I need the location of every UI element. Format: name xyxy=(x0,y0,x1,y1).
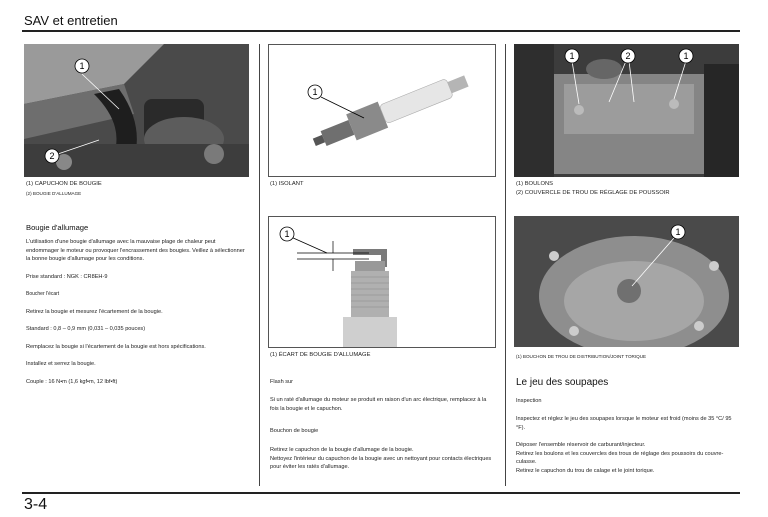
section-title: Le jeu des soupapes xyxy=(516,377,609,388)
callout-1 xyxy=(679,49,693,63)
paragraph: Retirez la bougie et mesurez l'écartement de la bougie. xyxy=(26,308,163,315)
paragraph: Inspectez et réglez le jeu des soupapes lorsque le moteur est froid (moins de 35 °C/ 95 °F). xyxy=(516,416,732,431)
svg-text:1: 1 xyxy=(312,87,318,97)
paragraph: L'utilisation d'une bougie d'allumage avec la mauvaise plage de chaleur peut endommager le moteur ou provoquer l'encrassement des bougies. Veillez à sélectionner la bonne bougie d'allumage pour les conditions. xyxy=(26,239,245,262)
sub-title: Inspection xyxy=(516,398,542,404)
svg-text:2: 2 xyxy=(49,151,55,161)
page-header-title: SAV et entretien xyxy=(24,13,118,28)
spark-plug-gap-figure xyxy=(268,216,496,348)
figure-caption: (1) BOULONS xyxy=(516,181,554,187)
paragraph: Retirez les boulons et les couvercles des trous de réglage des poussoirs du couvre-culasse. xyxy=(516,450,724,465)
callout-1 xyxy=(308,85,322,99)
figure-caption: (1) ÉCART DE BOUGIE D'ALLUMAGE xyxy=(270,352,371,358)
section-title: Flash sur xyxy=(270,379,294,385)
paragraph: Si un raté d'allumage du moteur se produit en raison d'un arc électrique, remplacez à la fois la bougie et le capuchon. xyxy=(270,397,487,412)
insulator-figure xyxy=(268,44,496,177)
page-number: 3-4 xyxy=(24,496,48,513)
figure-caption: (1) CAPUCHON DE BOUGIE xyxy=(26,181,102,187)
svg-text:1: 1 xyxy=(675,227,681,237)
paragraph: Installez et serrez la bougie. xyxy=(26,361,96,367)
paragraph: Standard : 0,8 – 0,9 mm (0,031 – 0,035 pouces) xyxy=(26,326,146,332)
paragraph: Retirez le capuchon de la bougie d'allumage de la bougie. xyxy=(270,447,414,453)
callout-1 xyxy=(671,225,685,239)
paragraph: Retirez le capuchon du trou de calage et le joint torique. xyxy=(516,467,655,474)
callout-2 xyxy=(45,149,59,163)
paragraph: Prise standard : NGK : CR8EH-9 xyxy=(26,273,108,280)
paragraph: Nettoyez l'intérieur du capuchon de la bougie avec un nettoyant pour contacts électriques pour éviter les ratés d'allumage. xyxy=(270,455,492,470)
timing-hole-cap-photo xyxy=(514,216,739,347)
callout-2 xyxy=(621,49,635,63)
figure-caption: (2) COUVERCLE DE TROU DE RÉGLAGE DE POUSSOIR xyxy=(516,190,670,196)
paragraph: Remplacez la bougie si l'écartement de la bougie est hors spécifications. xyxy=(26,343,206,350)
section-title: Bougie d'allumage xyxy=(26,223,89,232)
body-text xyxy=(270,446,496,472)
section-title: Bouchon de bougie xyxy=(270,428,319,434)
callout-1 xyxy=(565,49,579,63)
column-separator-1 xyxy=(259,44,260,486)
svg-text:1: 1 xyxy=(569,51,575,61)
header-rule xyxy=(22,30,740,32)
footer-rule xyxy=(22,492,740,494)
paragraph: Boucher l'écart xyxy=(26,291,60,297)
figure-caption: (2) BOUGIE D'ALLUMAGE xyxy=(26,191,82,196)
svg-text:1: 1 xyxy=(683,51,689,61)
spark-plug-cap-photo xyxy=(24,44,249,177)
paragraph: Déposer l'ensemble réservoir de carburant/injecteur. xyxy=(516,442,646,448)
callout-1 xyxy=(75,59,89,73)
body-text xyxy=(26,238,248,395)
svg-text:2: 2 xyxy=(625,51,631,61)
svg-text:1: 1 xyxy=(79,61,85,71)
figure-caption: (1) BOUCHON DE TROU DE DISTRIBUTION/JOINT TORIQUE xyxy=(516,354,647,359)
svg-text:1: 1 xyxy=(284,229,290,239)
body-text xyxy=(516,415,742,475)
callout-1 xyxy=(280,227,294,241)
figure-caption: (1) ISOLANT xyxy=(270,181,304,187)
paragraph: Couple : 16 N•m (1,6 kgf•m, 12 lbf•ft) xyxy=(26,378,118,385)
column-separator-2 xyxy=(505,44,506,486)
tappet-cover-photo xyxy=(514,44,739,177)
